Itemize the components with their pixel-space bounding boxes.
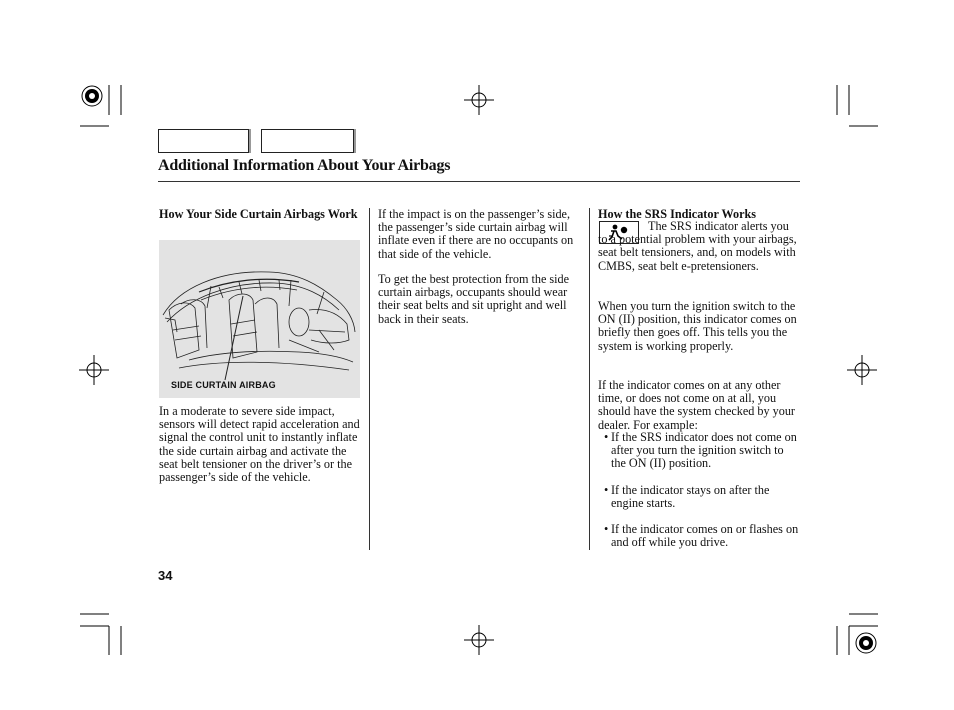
bullet-dot: • <box>604 430 609 444</box>
srs-bullet-3 <box>604 522 801 550</box>
col2-paragraph-1: If the impact is on the passenger’s side, the passenger’s side curtain airbag will inflate even if there are no occupants on that side of the vehicle. <box>378 207 574 261</box>
srs-bullet-1 <box>604 430 801 471</box>
title-rule <box>158 181 800 182</box>
page-title: Additional Information About Your Airbags <box>158 157 451 174</box>
header-tab-box-2 <box>261 129 354 153</box>
header-tab-box-1 <box>158 129 249 153</box>
section-heading-side-curtain: How Your Side Curtain Airbags Work <box>159 207 358 221</box>
bullet-dot: • <box>604 522 609 536</box>
column-divider-1 <box>369 208 370 550</box>
srs-bullet-2 <box>604 483 801 511</box>
section-heading-srs-indicator: How the SRS Indicator Works <box>598 207 757 221</box>
column-divider-2 <box>589 208 590 550</box>
figure-caption: SIDE CURTAIN AIRBAG <box>171 380 276 390</box>
car-interior-illustration <box>159 240 360 398</box>
srs-bullet-3-text: If the indicator comes on or flashes on and off while you drive. <box>611 522 799 550</box>
srs-paragraph-3: If the indicator comes on at any other time, or does not come on at all, you should have the system checked by your dealer. For example: <box>598 378 795 432</box>
srs-bullet-1-text: If the SRS indicator does not come on after you turn the ignition switch to the ON (II) position. <box>611 430 797 471</box>
srs-intro-paragraph: The SRS indicator alerts you to a potential problem with your airbags, seat belt tensioners, and, on models with CMBS, seat belt e-pretensioners. <box>598 219 797 273</box>
col2-paragraph-2: To get the best protection from the side curtain airbags, occupants should wear their seat belts and sit upright and well back in their seats. <box>378 272 570 326</box>
col1-paragraph: In a moderate to severe side impact, sensors will detect rapid acceleration and signal the control unit to instantly inflate the side curtain airbag and activate the seat belt tensioner on the driver’s or the passenger’s side of the vehicle. <box>159 404 360 485</box>
srs-bullet-2-text: If the indicator stays on after the engine starts. <box>611 483 770 511</box>
srs-paragraph-2: When you turn the ignition switch to the ON (II) position, this indicator comes on briefly then goes off. This tells you the system is working properly. <box>598 299 797 353</box>
side-curtain-airbag-figure <box>159 240 360 398</box>
page-number: 34 <box>158 568 173 583</box>
bullet-dot: • <box>604 483 609 497</box>
